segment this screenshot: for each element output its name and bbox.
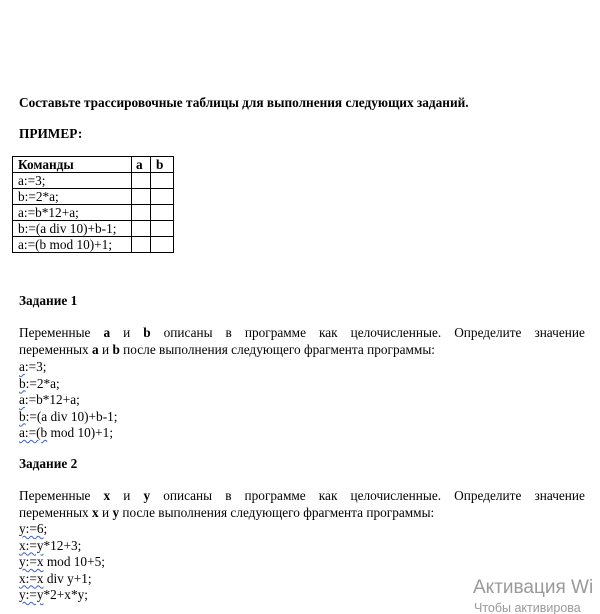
a-value-cell — [132, 173, 151, 189]
var-b: b — [112, 342, 120, 357]
code-var: x:=x — [19, 570, 44, 586]
activation-watermark-subtitle: Чтобы активирова — [474, 601, 581, 614]
code-rest: :=(a div 10)+b-1; — [25, 408, 118, 424]
word: целочисленные. — [350, 488, 442, 503]
b-value-cell — [151, 173, 174, 189]
activation-watermark-title: Активация Wi — [473, 577, 594, 598]
code-rest: :=3; — [24, 359, 47, 374]
var-y: y — [112, 505, 120, 520]
word: программе — [244, 488, 306, 503]
var-x: x — [103, 488, 111, 503]
var-b: b — [143, 325, 151, 340]
word: как — [318, 325, 338, 340]
b-value-cell — [151, 221, 174, 237]
task2-description-line2 — [19, 505, 585, 521]
code-line — [19, 409, 117, 426]
command-cell: b:=2*a; — [13, 189, 132, 205]
var-a: a — [92, 342, 99, 357]
command-cell: a:=b*12+a; — [13, 205, 132, 221]
word: описаны — [163, 488, 213, 503]
var-y: y — [143, 488, 151, 503]
word: Определите — [454, 488, 522, 503]
word: Переменные — [19, 325, 91, 340]
text: после выполнения следующего фрагмента программы: — [119, 505, 435, 520]
code-rest: :=2*a; — [25, 375, 60, 391]
text: и — [98, 342, 113, 357]
example-trace-table — [12, 156, 174, 253]
table-row — [13, 189, 174, 205]
code-line — [19, 376, 117, 393]
var-x: x — [92, 505, 99, 520]
code-rest: *12+3; — [43, 537, 82, 553]
task1-code-block — [19, 359, 117, 442]
code-rest: mod 10+5; — [43, 554, 105, 569]
word: целочисленные. — [350, 325, 442, 340]
header-commands: Команды — [13, 157, 132, 173]
code-line — [19, 538, 105, 555]
word: в — [225, 325, 232, 340]
instruction-text: Составьте трассировочные таблицы для выполнения следующих заданий. — [19, 95, 469, 110]
word: Определите — [454, 325, 522, 340]
text: после выполнения следующего фрагмента программы: — [119, 342, 435, 357]
code-rest: :=b*12+a; — [24, 392, 80, 407]
a-value-cell — [132, 237, 151, 253]
command-cell: b:=(a div 10)+b-1; — [13, 221, 132, 237]
code-line — [19, 359, 117, 376]
code-var: a — [19, 392, 25, 407]
header-a: a — [132, 157, 151, 173]
word: значение — [534, 488, 585, 503]
code-rest: ; — [43, 521, 48, 536]
code-var: b — [19, 408, 26, 424]
text: и — [98, 505, 113, 520]
code-rest: *2+x*y; — [43, 587, 88, 602]
command-cell: a:=(b mod 10)+1; — [13, 237, 132, 253]
a-value-cell — [132, 221, 151, 237]
word: описаны — [163, 325, 213, 340]
code-line — [19, 587, 105, 604]
table-header-row — [13, 157, 174, 173]
task2-description-line1 — [19, 488, 585, 504]
table-row — [13, 205, 174, 221]
table-row — [13, 237, 174, 253]
code-var: a:=(b — [19, 425, 48, 440]
word: и — [123, 325, 131, 340]
b-value-cell — [151, 237, 174, 253]
code-rest: mod 10)+1; — [47, 425, 114, 440]
task2-code-block — [19, 521, 105, 604]
a-value-cell — [132, 205, 151, 221]
code-var: a — [19, 359, 25, 374]
code-line — [19, 521, 105, 538]
word: значение — [534, 325, 585, 340]
code-var: y:=y — [19, 587, 44, 602]
example-label: ПРИМЕР: — [19, 126, 83, 141]
b-value-cell — [151, 189, 174, 205]
table-row — [13, 221, 174, 237]
code-rest: div y+1; — [43, 570, 92, 586]
task2-title: Задание 2 — [19, 456, 78, 471]
table-row — [13, 173, 174, 189]
code-line — [19, 425, 117, 442]
word: программе — [244, 325, 306, 340]
word: Переменные — [19, 488, 91, 503]
text: переменных — [19, 505, 93, 520]
code-line — [19, 554, 105, 571]
command-cell: a:=3; — [13, 173, 132, 189]
text: переменных — [19, 342, 93, 357]
word: и — [123, 488, 131, 503]
b-value-cell — [151, 205, 174, 221]
var-a: a — [103, 325, 111, 340]
task1-description-line2 — [19, 342, 585, 358]
a-value-cell — [132, 189, 151, 205]
word: в — [225, 488, 232, 503]
code-line — [19, 392, 117, 409]
word: как — [318, 488, 338, 503]
code-line — [19, 571, 105, 588]
code-var: x:=y — [19, 537, 44, 553]
code-var: y:=x — [19, 554, 44, 569]
task1-description-line1 — [19, 325, 585, 341]
code-var: y:=6 — [19, 521, 44, 536]
code-var: b — [19, 375, 26, 391]
header-b: b — [151, 157, 174, 173]
task1-title: Задание 1 — [19, 293, 78, 308]
